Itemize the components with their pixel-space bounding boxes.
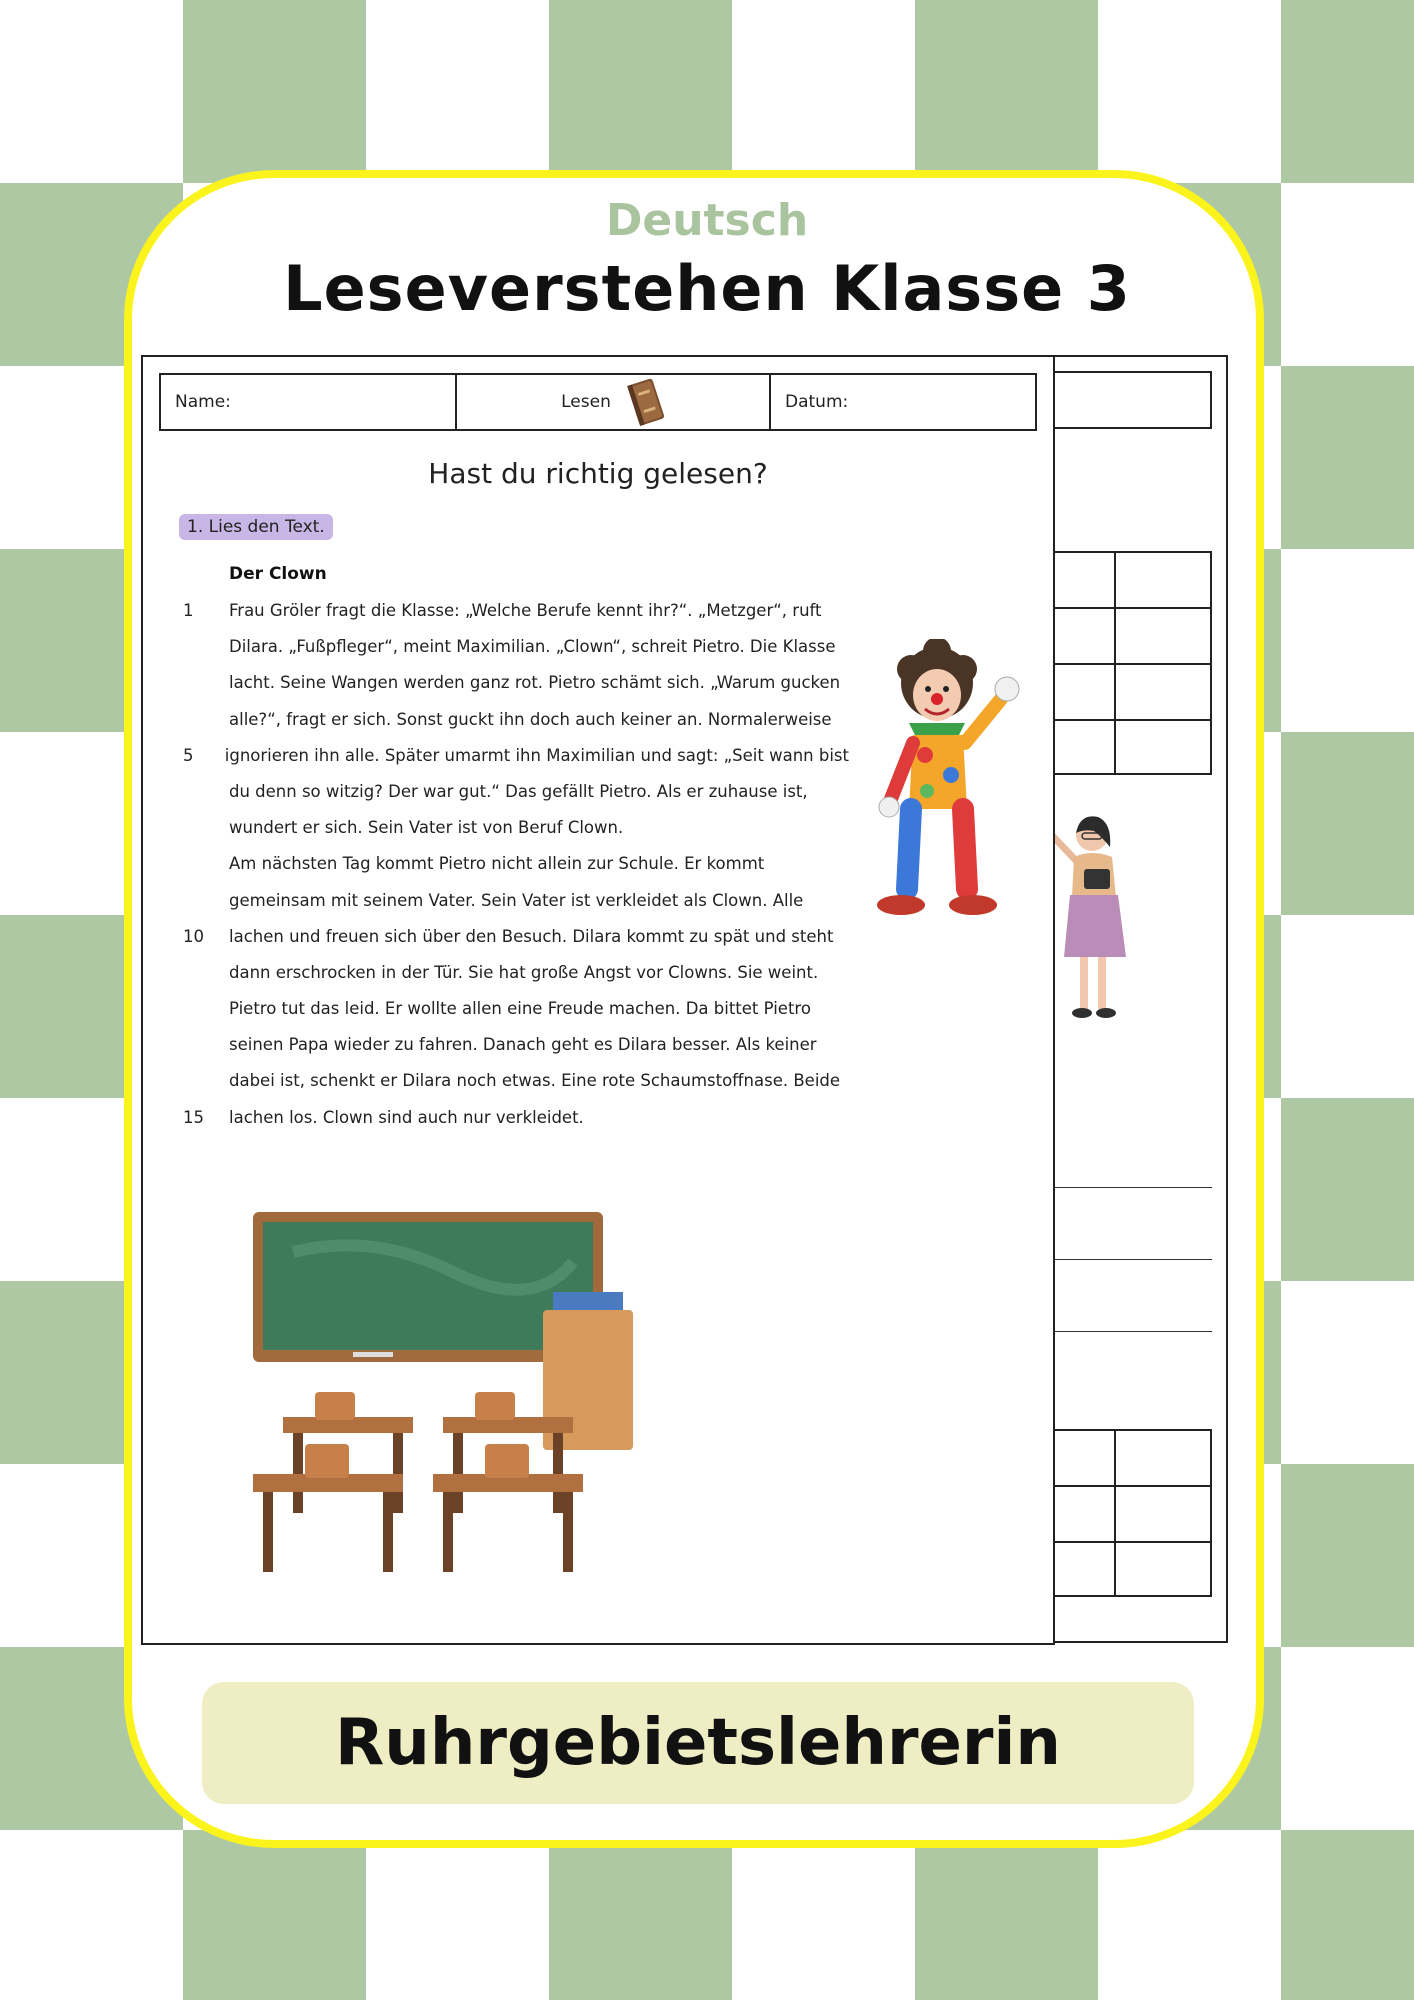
worksheet-heading: Hast du richtig gelesen? (428, 457, 768, 490)
line-text: ignorieren ihn alle. Später umarmt ihn Maximilian und sagt: „Seit wann bist (224, 745, 849, 765)
story-line (169, 999, 849, 1035)
line-text: du denn so witzig? Der war gut.“ Das gefällt Pietro. Als er zuhause ist, (229, 781, 808, 801)
line-text: lachen los. Clown sind auch nur verkleidet. (229, 1107, 584, 1127)
story-text (169, 601, 849, 1144)
story-line (169, 927, 849, 963)
classroom-illustration (253, 1212, 633, 1592)
task-badge: 1. Lies den Text. (179, 514, 333, 540)
story-line (169, 818, 849, 854)
story-line (169, 637, 849, 673)
author-name: Ruhrgebietslehrerin (335, 1706, 1061, 1780)
lesen-label: Lesen (561, 392, 611, 412)
story-line (169, 963, 849, 999)
line-text: gemeinsam mit seinem Vater. Sein Vater ist verkleidet als Clown. Alle (229, 890, 804, 910)
story-line (169, 1108, 849, 1144)
line-text: lachen und freuen sich über den Besuch. Dilara kommt zu spät und steht (229, 926, 834, 946)
story-line (169, 891, 849, 927)
lesen-cell (457, 375, 771, 429)
story-line (169, 854, 849, 890)
line-text: Frau Gröler fragt die Klasse: „Welche Berufe kennt ihr?“. „Metzger“, ruft (229, 601, 822, 620)
line-number: 5 (183, 745, 194, 765)
story-line (169, 746, 849, 782)
front-worksheet-page (141, 355, 1055, 1645)
line-text: lacht. Seine Wangen werden ganz rot. Pietro schämt sich. „Warum gucken (229, 673, 841, 693)
line-number: 1 (183, 601, 194, 620)
line-text: dabei ist, schenkt er Dilara noch etwas. Eine rote Schaumstoffnase. Beide (229, 1071, 841, 1091)
book-icon (627, 377, 665, 427)
name-field (161, 375, 457, 429)
story-line (169, 673, 849, 709)
story-line (169, 710, 849, 746)
story-line (169, 1071, 849, 1107)
line-text: Pietro tut das leid. Er wollte allen eine Freude machen. Da bittet Pietro (229, 999, 811, 1019)
story-line (169, 601, 849, 637)
line-text: Dilara. „Fußpfleger“, meint Maximilian. „Clown“, schreit Pietro. Die Klasse (229, 637, 836, 657)
story-title: Der Clown (229, 564, 327, 584)
datum-label: Datum: (785, 392, 849, 412)
line-text: Am nächsten Tag kommt Pietro nicht allein zur Schule. Er kommt (229, 854, 765, 874)
line-text: alle?“, fragt er sich. Sonst guckt ihn doch auch keiner an. Normalerweise (229, 709, 832, 729)
subject-label: Deutsch (605, 195, 809, 246)
cover-title: Leseverstehen Klasse 3 (283, 252, 1131, 325)
line-number: 10 (183, 926, 204, 946)
worksheet-header-table (159, 373, 1037, 431)
line-number: 15 (183, 1107, 204, 1127)
story-line (169, 1035, 849, 1071)
author-banner (202, 1682, 1194, 1804)
clown-illustration (867, 639, 1047, 939)
line-text: dann erschrocken in der Tür. Sie hat große Angst vor Clowns. Sie weint. (229, 962, 819, 982)
story-line (169, 782, 849, 818)
line-text: seinen Papa wieder zu fahren. Danach geht es Dilara besser. Als keiner (229, 1035, 817, 1055)
line-text: wundert er sich. Sein Vater ist von Beruf Clown. (229, 818, 624, 838)
name-label: Name: (175, 392, 231, 412)
datum-field (771, 375, 1035, 429)
